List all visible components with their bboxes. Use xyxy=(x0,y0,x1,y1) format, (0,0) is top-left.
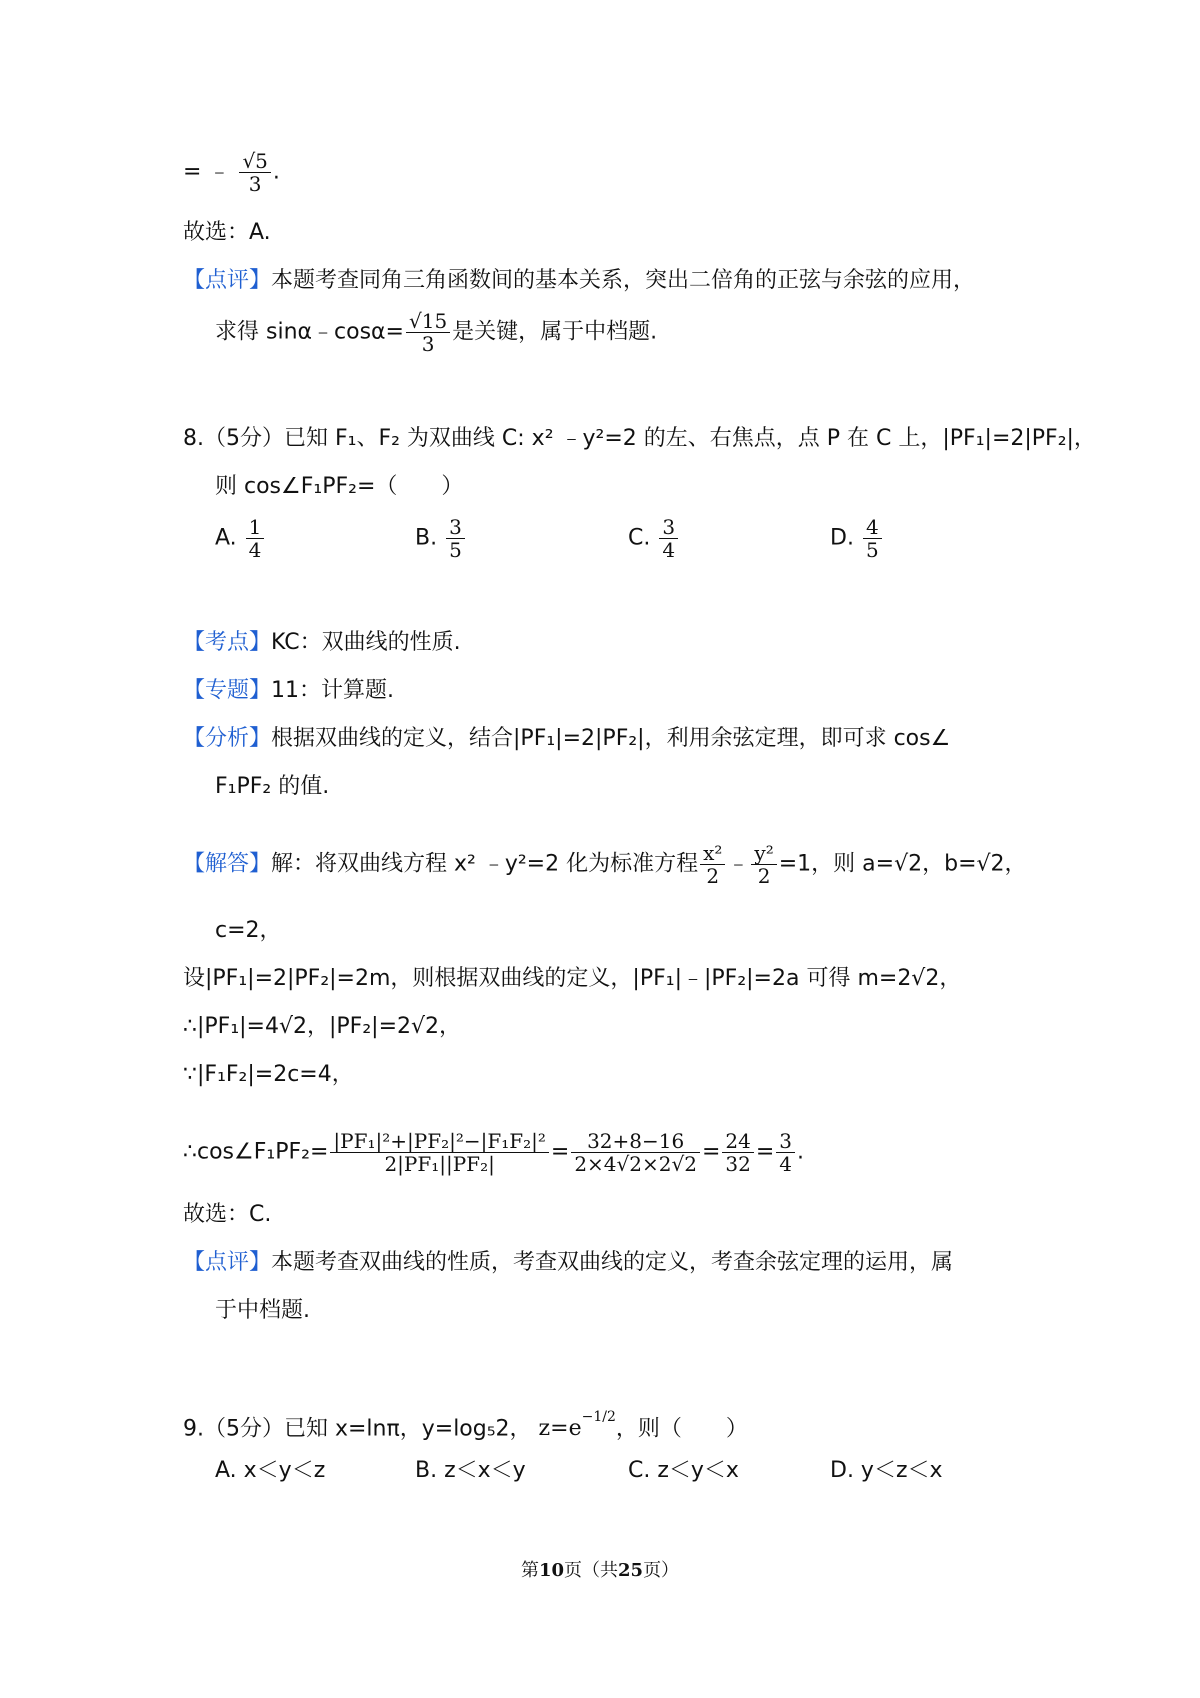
prev-comment-fraction xyxy=(406,310,450,355)
prev-answer: 故选：A. xyxy=(183,220,271,245)
q8-answer: 故选：C. xyxy=(183,1202,272,1227)
q8-option-b-letter: B. xyxy=(415,525,438,551)
q8-option-b-fraction xyxy=(446,516,465,561)
q8-jieda-frac-y-den: 2 xyxy=(757,864,771,888)
prev-comment-tag: 【点评】 xyxy=(183,268,272,293)
q8-option-a-num: 1 xyxy=(246,516,265,539)
footer-post: 页） xyxy=(643,1560,680,1581)
q8-jieda-big-num: |PF₁|²+|PF₂|²−|F₁F₂|² xyxy=(330,1130,549,1153)
prev-result-num: √5 xyxy=(239,150,270,173)
q8-option-b-den: 5 xyxy=(449,538,462,562)
q8-option-a-den: 4 xyxy=(248,538,262,562)
q8-jieda-line1 xyxy=(183,842,1027,887)
q8-option-c xyxy=(628,516,680,561)
footer-mid: 页（共 xyxy=(564,1560,618,1581)
q8-jieda-frac-y xyxy=(751,842,776,887)
prev-comment-line2 xyxy=(215,310,657,355)
q8-jieda-mid-fraction xyxy=(571,1130,700,1175)
q8-fenxi-line1 xyxy=(183,724,950,754)
q8-jieda-mid-den: 2×4√2×2√2 xyxy=(574,1152,697,1176)
page-footer xyxy=(0,1556,1200,1582)
q9-option-d: D. y＜z＜x xyxy=(830,1458,943,1483)
q8-option-c-letter: C. xyxy=(628,525,651,551)
q8-option-d-fraction xyxy=(863,516,882,561)
footer-pre: 第 xyxy=(520,1560,539,1581)
footer-page-number: 10 xyxy=(538,1560,564,1581)
q8-dianping-tag: 【点评】 xyxy=(183,1250,272,1275)
q8-jieda-line5: ∵|F₁F₂|=2c=4， xyxy=(183,1062,354,1087)
q8-dianping-text1: 本题考查双曲线的性质，考查双曲线的定义，考查余弦定理的运用，属 xyxy=(271,1250,954,1275)
q8-option-c-den: 4 xyxy=(662,538,676,562)
q8-option-a xyxy=(215,516,266,561)
q8-fenxi-tag: 【分析】 xyxy=(183,726,272,751)
q9-stem-pre: 9.（5分）已知 x=lnπ，y=log₅2， xyxy=(183,1416,532,1442)
q8-option-d-letter: D. xyxy=(830,525,854,551)
prev-comment-pre: 求得 sinα﹣cosα= xyxy=(215,319,404,345)
q9-option-b: B. z＜x＜y xyxy=(415,1458,526,1483)
q8-option-a-fraction xyxy=(246,516,265,561)
prev-comment-post: 是关键，属于中档题. xyxy=(452,319,658,345)
q8-jieda-eq2: = xyxy=(701,1139,721,1165)
q9-z-base: z=e xyxy=(538,1416,582,1442)
q8-fenxi-line2: F₁PF₂ 的值. xyxy=(215,774,330,799)
q8-jieda-r2-den: 4 xyxy=(779,1152,793,1176)
q9-stem-post: ，则（ ） xyxy=(615,1416,748,1442)
q8-jieda-mid-num: 32+8−16 xyxy=(571,1130,700,1153)
q8-jieda-r1-den: 32 xyxy=(725,1152,751,1176)
q8-jieda-cos-label: ∴cos∠F₁PF₂= xyxy=(183,1139,329,1165)
q8-jieda-minus: ﹣ xyxy=(727,851,750,877)
prev-result-prefix: = ﹣ xyxy=(183,159,231,185)
q8-jieda-r1-num: 24 xyxy=(722,1130,753,1153)
q8-stem-line1: 8.（5分）已知 F₁、F₂ 为双曲线 C: x² ﹣y²=2 的左、右焦点，点 P 在 C 上，|PF₁|=2|PF₂|， xyxy=(183,426,1096,451)
q8-jieda-end: . xyxy=(797,1139,805,1165)
q8-jieda-frac-x-den: 2 xyxy=(706,864,720,888)
q8-option-a-letter: A. xyxy=(215,525,237,551)
q8-jieda-big-fraction xyxy=(330,1130,549,1175)
footer-total-pages: 25 xyxy=(618,1560,644,1581)
q8-fenxi-text1: 根据双曲线的定义，结合|PF₁|=2|PF₂|，利用余弦定理，即可求 cos∠ xyxy=(271,726,951,751)
q8-jieda-line6 xyxy=(183,1130,804,1175)
q9-option-c: C. z＜y＜x xyxy=(628,1458,739,1483)
q8-zhuanti-text: 11：计算题. xyxy=(271,678,395,703)
prev-result-line xyxy=(183,150,280,195)
q9-z-exponent: −1/2 xyxy=(581,1409,616,1425)
q8-kaodian xyxy=(183,628,461,658)
prev-comment-text1: 本题考查同角三角函数间的基本关系，突出二倍角的正弦与余弦的应用， xyxy=(271,268,976,293)
q8-jieda-eq1: = xyxy=(550,1139,570,1165)
q8-dianping-line2: 于中档题. xyxy=(215,1298,310,1323)
q8-dianping-line1 xyxy=(183,1248,953,1278)
q8-jieda-tag: 【解答】 xyxy=(183,851,272,877)
q8-jieda-eq3: = xyxy=(755,1139,775,1165)
q8-option-d xyxy=(830,516,884,561)
q8-jieda-big-den: 2|PF₁||PF₂| xyxy=(384,1152,495,1176)
q8-jieda-line2: c=2， xyxy=(215,918,282,943)
q8-option-c-fraction xyxy=(659,516,678,561)
prev-comment-line1 xyxy=(183,266,975,296)
q8-option-c-num: 3 xyxy=(659,516,678,539)
q8-option-d-num: 4 xyxy=(863,516,882,539)
q8-kaodian-tag: 【考点】 xyxy=(183,630,272,655)
prev-comment-den: 3 xyxy=(421,332,435,356)
q8-zhuanti-tag: 【专题】 xyxy=(183,678,272,703)
q8-jieda-frac-x xyxy=(700,842,725,887)
q9-z-expression xyxy=(538,1409,616,1442)
q8-jieda-post: =1，则 a=√2，b=√2， xyxy=(778,851,1027,877)
q8-kaodian-text: KC：双曲线的性质. xyxy=(271,630,461,655)
q8-option-b-num: 3 xyxy=(446,516,465,539)
q8-jieda-frac-x-num: x² xyxy=(700,842,725,865)
q8-jieda-r2-num: 3 xyxy=(776,1130,795,1153)
prev-comment-num: √15 xyxy=(406,310,450,333)
q8-jieda-r2-fraction xyxy=(776,1130,795,1175)
q8-jieda-pre: 解：将双曲线方程 x² ﹣y²=2 化为标准方程 xyxy=(271,851,699,877)
q8-option-d-den: 5 xyxy=(865,538,879,562)
q8-option-b xyxy=(415,516,467,561)
q8-jieda-line4: ∴|PF₁|=4√2，|PF₂|=2√2， xyxy=(183,1014,462,1039)
prev-result-suffix: . xyxy=(272,159,280,185)
q8-zhuanti xyxy=(183,676,394,706)
q9-stem xyxy=(183,1408,748,1444)
q8-jieda-frac-y-num: y² xyxy=(751,842,776,865)
q9-option-a: A. x＜y＜z xyxy=(215,1458,326,1483)
q8-jieda-line3: 设|PF₁|=2|PF₂|=2m，则根据双曲线的定义，|PF₁|﹣|PF₂|=2a 可得 m=2√2， xyxy=(183,966,962,991)
q8-jieda-r1-fraction xyxy=(722,1130,753,1175)
prev-result-den: 3 xyxy=(248,172,262,196)
q8-stem-line2: 则 cos∠F₁PF₂=（ ） xyxy=(215,474,464,499)
prev-result-fraction xyxy=(239,150,270,195)
